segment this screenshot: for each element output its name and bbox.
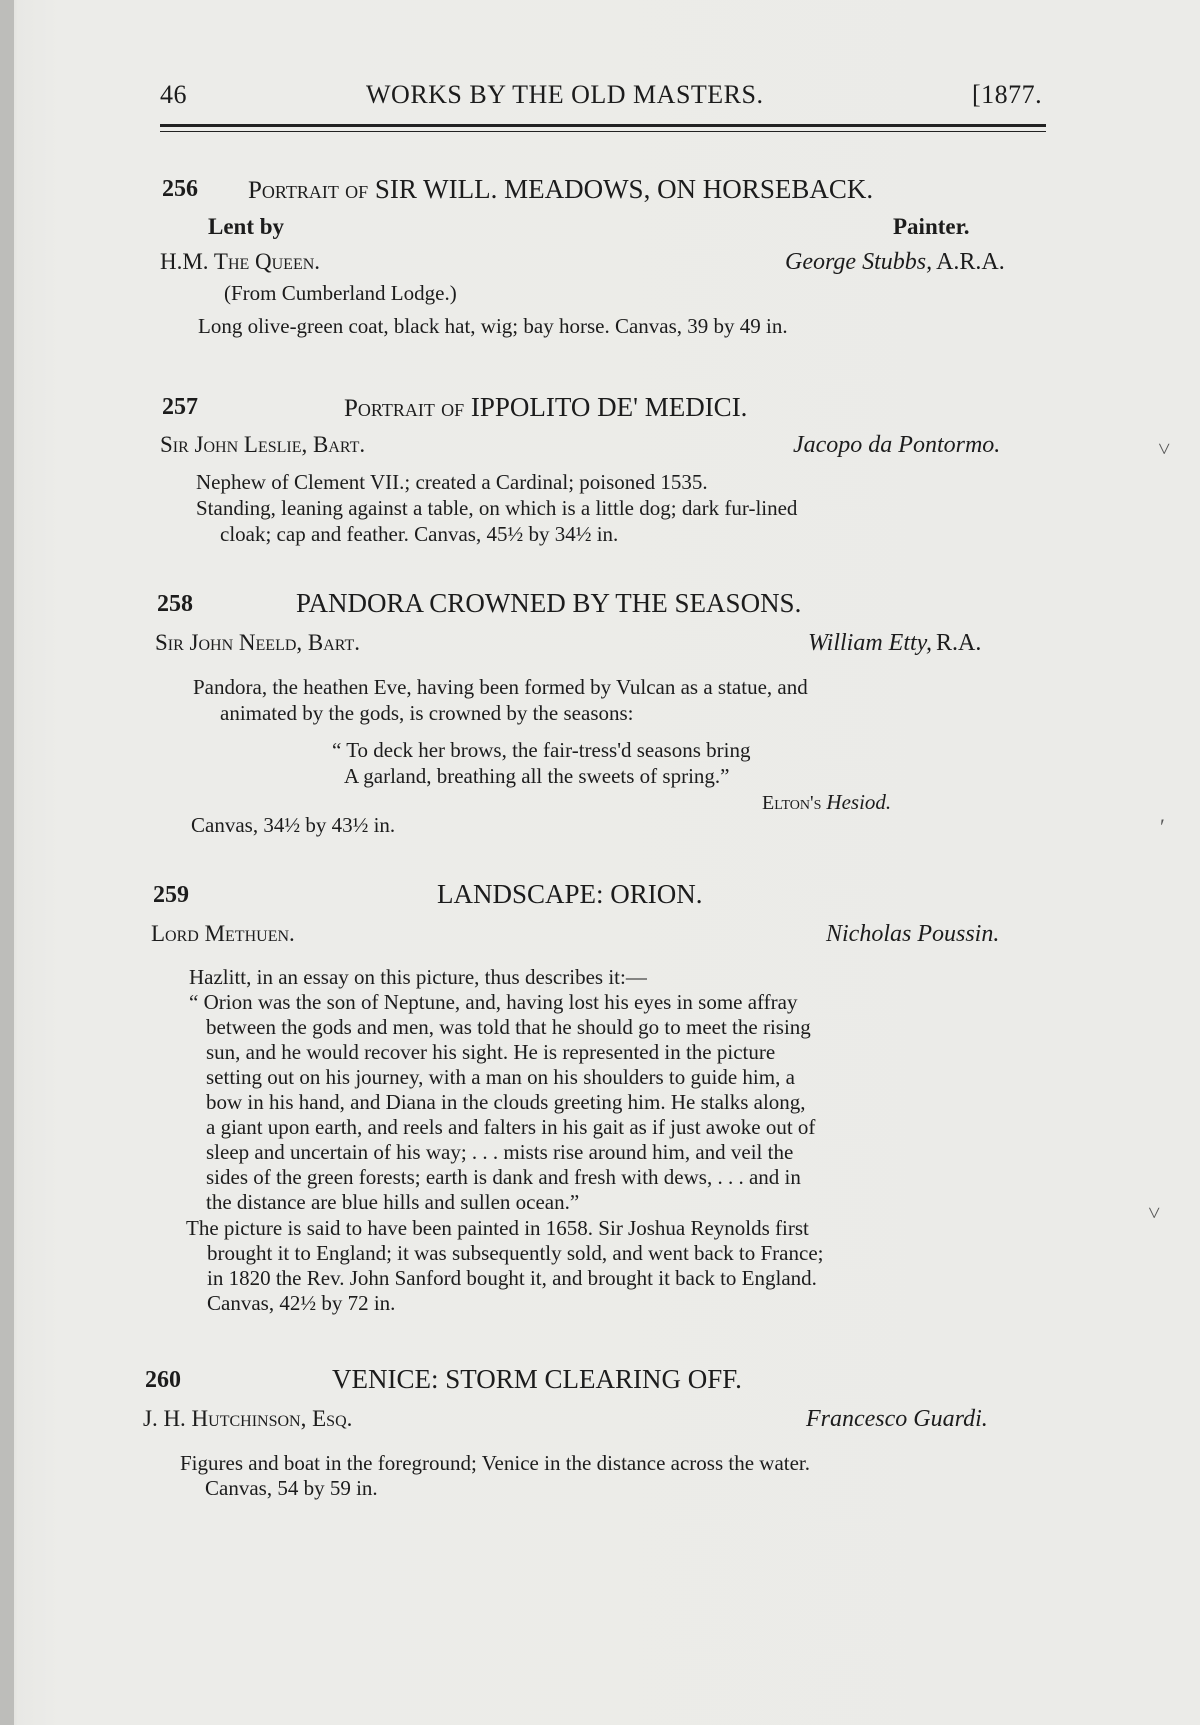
entry-259-line-7: a giant upon earth, and reels and falters in his gait as if just awoke out of (206, 1115, 816, 1139)
entry-258-lender: Sir John Neeld, Bart. (155, 630, 361, 655)
margin-mark: ˅ (1158, 436, 1171, 461)
entry-260-line-1: Figures and boat in the foreground; Venice in the distance across the water. (180, 1451, 811, 1475)
entry-258-painter-name: William Etty, (808, 630, 932, 656)
entry-259-line-8: sleep and uncertain of his way; . . . mists rise around him, and veil the (206, 1140, 794, 1164)
entry-259-line-14: Canvas, 42½ by 72 in. (207, 1291, 396, 1315)
entry-258-painter (808, 630, 981, 657)
entry-259-line-10: the distance are blue hills and sullen ocean.” (206, 1190, 580, 1214)
entry-259-title: LANDSCAPE: ORION. (437, 879, 703, 909)
page-number: 46 (160, 80, 187, 109)
entry-257-line-3: cloak; cap and feather. Canvas, 45½ by 34½ in. (220, 522, 619, 546)
entry-258-canvas: Canvas, 34½ by 43½ in. (191, 813, 396, 837)
entry-256-note: (From Cumberland Lodge.) (224, 281, 457, 305)
entry-259-lender: Lord Methuen. (151, 921, 295, 946)
entry-258-citation (762, 790, 891, 815)
entry-256-lender: H.M. The Queen. (160, 249, 321, 274)
entry-259-line-2: “ Orion was the son of Neptune, and, having lost his eyes in some affray (189, 990, 798, 1014)
entry-256-title (248, 174, 873, 205)
entry-256-title-text: SIR WILL. MEADOWS, ON HORSEBACK. (374, 174, 874, 204)
entry-258-line-2: animated by the gods, is crowned by the seasons: (220, 701, 634, 725)
running-title: WORKS BY THE OLD MASTERS. (366, 80, 764, 109)
entry-257-line-2: Standing, leaning against a table, on which is a little dog; dark fur-lined (196, 496, 798, 520)
entry-259-line-13: in 1820 the Rev. John Sanford bought it, and brought it back to England. (207, 1266, 817, 1290)
entry-257-line-1: Nephew of Clement VII.; created a Cardinal; poisoned 1535. (196, 470, 708, 494)
entry-259-number: 259 (153, 882, 189, 908)
entry-258-line-1: Pandora, the heathen Eve, having been formed by Vulcan as a statue, and (193, 675, 808, 699)
entry-256-painter (785, 249, 1005, 276)
painter-label: Painter. (893, 214, 970, 239)
entry-259-line-9: sides of the green forests; earth is dank and fresh with dews, . . . and in (206, 1165, 801, 1189)
entry-257-title-text: IPPOLITO DE' MEDICI. (470, 392, 748, 422)
entry-259-line-1: Hazlitt, in an essay on this picture, thus describes it:— (189, 965, 647, 989)
entry-258-title: PANDORA CROWNED BY THE SEASONS. (296, 588, 802, 618)
entry-256-line-1: Long olive-green coat, black hat, wig; bay horse. Canvas, 39 by 49 in. (198, 314, 788, 338)
entry-259-line-11: The picture is said to have been painted in 1658. Sir Joshua Reynolds first (186, 1216, 809, 1240)
entry-258-citation-author: Elton's (762, 792, 822, 814)
entry-258-quote-1: “ To deck her brows, the fair-tress'd seasons bring (332, 738, 751, 762)
header-rule-thin (160, 131, 1046, 132)
entry-259-line-3: between the gods and men, was told that he should go to meet the rising (206, 1015, 811, 1039)
entry-256-title-prefix: Portrait of (248, 177, 369, 204)
entry-259-line-12: brought it to England; it was subsequently sold, and went back to France; (207, 1241, 824, 1265)
entry-257-painter: Jacopo da Pontormo. (793, 432, 1001, 458)
entry-260-painter: Francesco Guardi. (806, 1406, 988, 1432)
entry-258-painter-suffix: R.A. (936, 630, 982, 656)
page-binding-edge (0, 0, 14, 1725)
entry-258-citation-work: Hesiod. (826, 790, 892, 814)
entry-259-line-6: bow in his hand, and Diana in the clouds greeting him. He stalks along, (206, 1090, 806, 1114)
entry-256-number: 256 (162, 176, 198, 202)
entry-258-number: 258 (157, 591, 193, 617)
entry-259-line-5: setting out on his journey, with a man on his shoulders to guide him, a (206, 1065, 795, 1089)
lent-by-label: Lent by (208, 214, 285, 239)
margin-mark: ˅ (1148, 1200, 1161, 1225)
entry-260-line-2: Canvas, 54 by 59 in. (205, 1476, 378, 1500)
entry-256-painter-suffix: A.R.A. (936, 249, 1005, 275)
header-rule-thick (160, 124, 1046, 127)
entry-258-quote-2: A garland, breathing all the sweets of spring.” (344, 764, 730, 788)
entry-257-lender: Sir John Leslie, Bart. (160, 432, 366, 457)
entry-257-title (344, 392, 747, 423)
header-year: [1877. (972, 80, 1043, 109)
entry-260-lender: J. H. Hutchinson, Esq. (143, 1406, 353, 1431)
entry-256-painter-name: George Stubbs, (785, 249, 933, 275)
entry-260-title: VENICE: STORM CLEARING OFF. (332, 1364, 742, 1394)
entry-260-number: 260 (145, 1367, 181, 1393)
entry-259-painter: Nicholas Poussin. (826, 921, 1000, 947)
entry-257-title-prefix: Portrait of (344, 395, 465, 422)
entry-257-number: 257 (162, 394, 198, 420)
margin-mark: ′ (1160, 814, 1165, 839)
entry-259-line-4: sun, and he would recover his sight. He is represented in the picture (206, 1040, 776, 1064)
